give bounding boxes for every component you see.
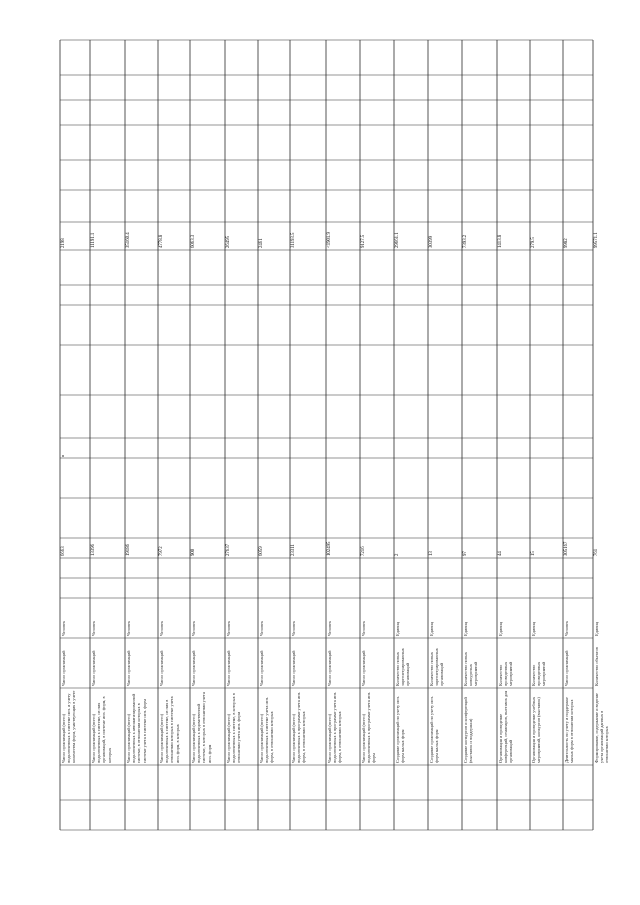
base-value-cell: 23311 — [291, 544, 296, 556]
base-value-cell: 44 — [498, 551, 503, 556]
base-value-cell: 305167 — [564, 541, 569, 556]
unit-cell: Единиц — [498, 621, 503, 636]
unit-cell: Единиц — [463, 621, 468, 636]
value-cell: 99571.1 — [594, 232, 599, 248]
indicator-cell: Число организаций (всего) подключенных к системе, в которых в отношении учета исп. форм — [226, 693, 242, 763]
unit-cell: Человек — [361, 621, 366, 636]
unit-kind-cell: Число организаций — [564, 650, 569, 686]
value-cell: 9982 — [564, 238, 569, 248]
value-cell: <1901.9 — [327, 232, 332, 248]
value-cell: 7393.2 — [463, 234, 468, 248]
unit-cell: Единиц — [594, 621, 599, 636]
unit-kind-cell: Число организаций — [191, 650, 196, 686]
indicator-cell: Число организаций (всего) подключенных к программе учета исп. форм — [361, 691, 377, 763]
indicator-cell: Создание организаций по учету исп. форм малых форм — [429, 696, 440, 763]
base-value-cell: 2 — [395, 553, 400, 556]
value-cell: 35160.4 — [126, 232, 131, 248]
base-value-cell: 19186 — [126, 544, 131, 556]
unit-kind-cell: Число организаций — [226, 650, 231, 686]
indicator-cell: Создание конкурсов и конференций (выставок и поддержки) — [463, 697, 474, 763]
unit-kind-cell: Число организаций — [259, 650, 264, 686]
base-value-cell: 102495 — [327, 541, 332, 556]
value-cell: 6063.3 — [191, 234, 196, 248]
unit-kind-cell: Число организаций — [159, 650, 164, 686]
unit-kind-cell: Количество проведенных мероприятий — [531, 661, 547, 686]
value-cell: 26495 — [226, 236, 231, 248]
unit-kind-cell: Число организаций — [327, 650, 332, 686]
unit-cell: Человек — [327, 621, 332, 636]
base-value-cell: 6663 — [61, 546, 66, 556]
indicator-cell: Создание организаций по учету исп. форм малых форм — [395, 696, 406, 763]
unit-cell: Единиц — [531, 621, 536, 636]
value-cell: 2198 — [61, 238, 66, 248]
base-value-cell: 97 — [463, 551, 468, 556]
unit-cell: Человек — [191, 621, 196, 636]
unit-kind-cell: Количество новых конкурсных мероприятий — [463, 652, 479, 686]
indicator-cell: Число организаций (всего) подключенных к программе учета исп. форм, в отношении которых — [327, 691, 343, 763]
base-value-cell: 900 — [191, 548, 196, 556]
unit-kind-cell: Число организаций — [91, 650, 96, 686]
unit-cell: Человек — [126, 621, 131, 636]
value-cell: 4778.8 — [159, 234, 164, 248]
scan-speck — [62, 455, 64, 457]
base-value-cell: 6059 — [259, 546, 264, 556]
unit-cell: Единиц — [429, 621, 434, 636]
unit-cell: Человек — [159, 621, 164, 636]
base-value-cell: 13 — [429, 551, 434, 556]
indicator-cell: Число организаций (всего) подключенных к ведомственной системе, в которых в отношении учета исп. форм — [191, 692, 212, 763]
base-value-cell: 761 — [594, 548, 599, 556]
unit-kind-cell: Число организаций — [361, 650, 366, 686]
unit-kind-cell: Количество новых зарегистрированных организаций — [395, 648, 411, 686]
base-value-cell: 7972 — [159, 546, 164, 556]
indicator-cell: Деятельность по учету и поддержке малых форм в отношении которых — [564, 697, 575, 763]
unit-kind-cell: Количество объектов — [594, 647, 599, 686]
indicator-cell: Формирование, содержание и ведение учета организаций данных в отношении которых — [594, 693, 610, 763]
indicator-cell: Число организаций (всего) подключенных к системе, из них в отношении которых в системе учета исп. форм, в которых — [159, 696, 180, 763]
value-cell: 9127.5 — [361, 234, 366, 248]
value-cell: 1413.8 — [498, 234, 503, 248]
unit-kind-cell: Число организаций — [61, 650, 66, 686]
value-cell: 2461 — [259, 238, 264, 248]
indicator-cell: Число организаций (всего) подключенных к системе учета исп. форм, в отношении которых — [259, 696, 275, 763]
indicator-cell: Число организаций (всего) подключенных к программе учета исп. форм, в отношении которых — [291, 691, 307, 763]
base-value-cell: 13396 — [91, 544, 96, 556]
value-cell: 31193.5 — [291, 232, 296, 248]
unit-cell: Человек — [291, 621, 296, 636]
base-value-cell: 7216 — [361, 546, 366, 556]
indicator-cell: Число организаций (всего) подключенных к системе исп. и учету количества форм, участвующих в учете — [61, 690, 77, 763]
unit-cell: Единиц — [395, 621, 400, 636]
unit-kind-cell: Число организаций — [126, 650, 131, 686]
unit-cell: Человек — [564, 621, 569, 636]
indicator-cell: Организация и проведение конференций, семинаров, выставок для организаций — [498, 690, 514, 763]
unit-kind-cell: Число организаций — [291, 650, 296, 686]
unit-kind-cell: Количество новых зарегистрированных организаций — [429, 648, 445, 686]
unit-kind-cell: Количество проведенных мероприятий — [498, 661, 514, 686]
indicator-cell: Организация и проведение учебных мероприятий, конкурсов (выставок) — [531, 696, 542, 763]
value-cell: 11191.1 — [91, 232, 96, 248]
base-value-cell: 15 — [531, 551, 536, 556]
unit-cell: Человек — [61, 621, 66, 636]
value-cell: 29661.1 — [395, 232, 400, 248]
value-cell: 279.5 — [531, 237, 536, 248]
unit-cell: Человек — [91, 621, 96, 636]
unit-cell: Человек — [226, 621, 231, 636]
value-cell: 30399 — [429, 236, 434, 248]
base-value-cell: 27637 — [226, 544, 231, 556]
indicator-cell: Число организаций (всего) подключенных к системе, из них организаций, в системе исп. форм, в которых — [91, 696, 112, 763]
unit-cell: Человек — [259, 621, 264, 636]
indicator-cell: Число организаций (всего) подключенных к автоматизированной системе, в отношении которых в системе учета в системе исп. форм — [126, 693, 147, 763]
